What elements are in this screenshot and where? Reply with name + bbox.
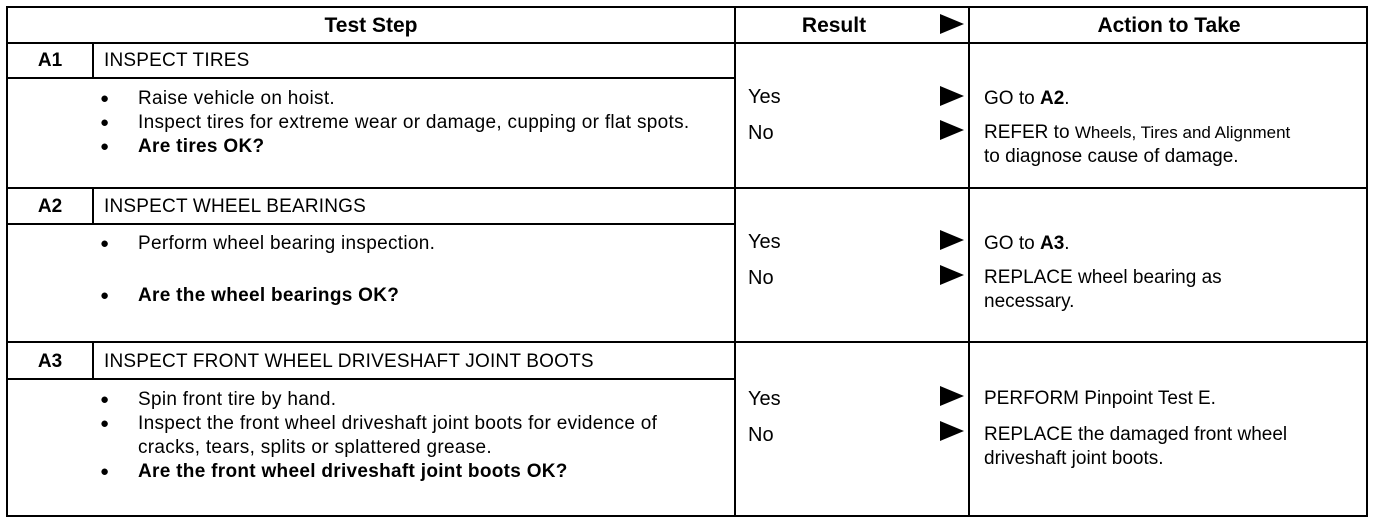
header-test-step: Test Step	[324, 14, 418, 37]
bullet-item: ● Spin front tire by hand.	[100, 388, 670, 412]
table-border-right	[1366, 6, 1368, 517]
bullet-item: ● Inspect the front wheel driveshaft joint boots for evidence of cracks, tears, splits or splattered grease.	[100, 412, 670, 460]
result-yes: Yes	[748, 388, 781, 410]
bullet-item: ● Raise vehicle on hoist.	[100, 87, 700, 111]
bullet-question: ● Are tires OK?	[100, 135, 700, 159]
step-id: A1	[37, 50, 63, 71]
action-verb: REPLACE	[984, 267, 1073, 288]
table-border-left	[6, 6, 8, 517]
id-divider	[92, 341, 94, 380]
step-bullets	[100, 232, 700, 308]
result-no: No	[748, 122, 774, 144]
step-bullets	[100, 87, 700, 159]
action-rest: .	[1064, 88, 1070, 109]
action-no	[984, 266, 1284, 314]
bullet-item: ● Perform wheel bearing inspection.	[100, 232, 700, 256]
action-yes	[984, 232, 1369, 256]
step-id: A2	[37, 196, 63, 217]
action-rest: the damaged front wheel driveshaft joint boots.	[984, 424, 1288, 469]
step-title: INSPECT TIRES	[104, 50, 250, 71]
result-yes: Yes	[748, 231, 781, 253]
header-action: Action to Take	[1097, 14, 1241, 37]
result-arrow-icon	[940, 120, 964, 140]
step-id: A3	[37, 351, 63, 372]
action-rest: Pinpoint Test E.	[1084, 388, 1216, 409]
action-no	[984, 121, 1369, 169]
action-ref: A2	[1039, 88, 1065, 109]
column-divider	[968, 6, 970, 517]
action-rest: .	[1064, 233, 1070, 254]
result-yes: Yes	[748, 86, 781, 108]
result-arrow-icon	[940, 265, 964, 285]
action-yes	[984, 87, 1369, 111]
action-yes	[984, 387, 1369, 411]
action-rest: to diagnose cause of damage.	[984, 146, 1239, 167]
id-divider	[92, 187, 94, 225]
action-no	[984, 423, 1304, 471]
header-arrow-icon	[940, 14, 964, 34]
header-result: Result	[801, 14, 867, 37]
table-border-bottom	[6, 515, 1368, 517]
action-verb: PERFORM	[984, 388, 1079, 409]
result-arrow-icon	[940, 230, 964, 250]
result-arrow-icon	[940, 86, 964, 106]
action-verb: GO to	[984, 233, 1035, 254]
bullet-item: ● Inspect tires for extreme wear or damage, cupping or flat spots.	[100, 111, 700, 135]
bullet-question: ● Are the wheel bearings OK?	[100, 284, 700, 308]
result-arrow-icon	[940, 421, 964, 441]
title-underline	[6, 77, 736, 79]
step-title: INSPECT FRONT WHEEL DRIVESHAFT JOINT BOOTS	[104, 351, 594, 372]
step-title: INSPECT WHEEL BEARINGS	[104, 196, 367, 217]
action-rest: wheel bearing as necessary.	[984, 267, 1222, 312]
row-divider	[6, 187, 1368, 189]
action-ref: A3	[1039, 233, 1065, 254]
result-no: No	[748, 267, 774, 289]
action-verb: REPLACE	[984, 424, 1073, 445]
title-underline	[6, 223, 736, 225]
title-underline	[6, 378, 736, 380]
column-divider	[734, 6, 736, 517]
bullet-question: ● Are the front wheel driveshaft joint boots OK?	[100, 460, 758, 484]
action-ref-small: Wheels, Tires and Alignment	[1074, 123, 1291, 142]
row-divider	[6, 341, 1368, 343]
action-verb: REFER to	[984, 122, 1070, 143]
result-arrow-icon	[940, 386, 964, 406]
result-no: No	[748, 424, 774, 446]
id-divider	[92, 42, 94, 79]
action-verb: GO to	[984, 88, 1035, 109]
step-bullets	[100, 388, 670, 484]
